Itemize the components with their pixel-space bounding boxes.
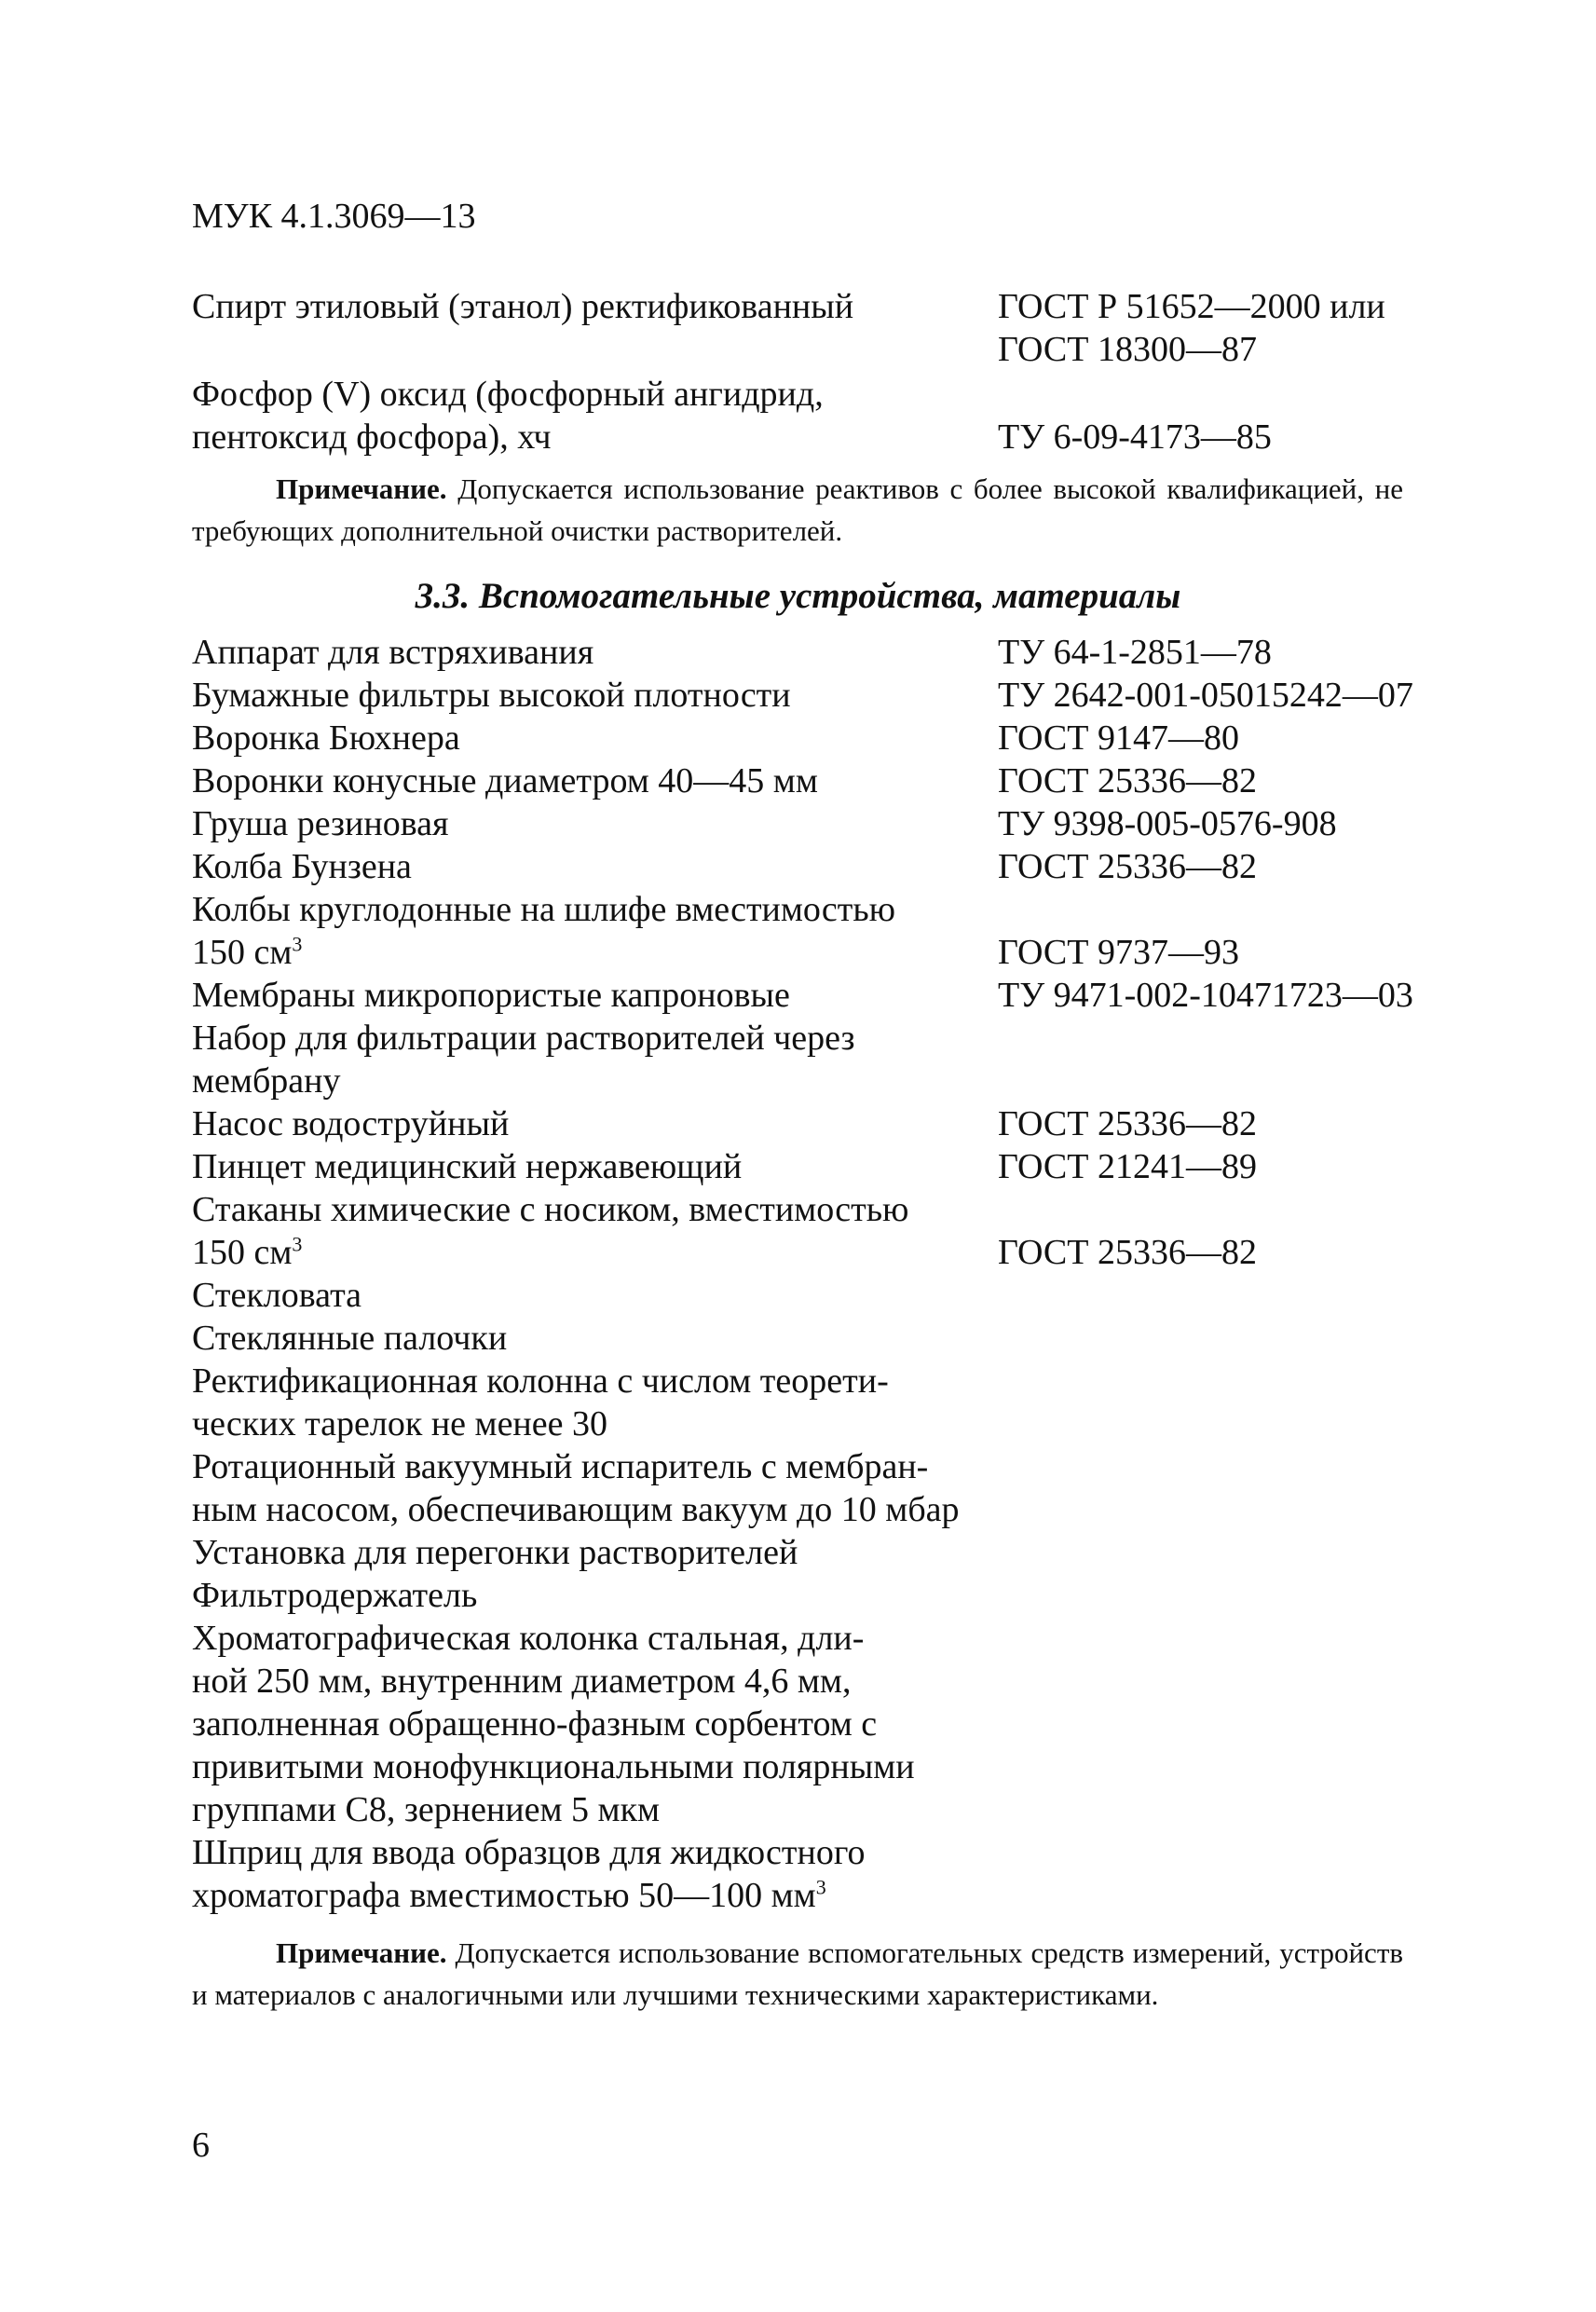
reagent-ethanol-code-1: ГОСТ Р 51652—2000 или [998,287,1385,326]
item-name: Стаканы химические с носиком, вместимостью [192,1190,909,1229]
item-code: ТУ 64-1-2851—78 [998,633,1272,672]
item-name: Груша резиновая [192,804,449,843]
item-code: ТУ 9471-002-10471723—03 [998,976,1413,1015]
item-name: Установка для перегонки растворителей [192,1533,798,1572]
item-code: ГОСТ 9737—93 [998,933,1239,972]
item-name-line2: ной 250 мм, внутренним диаметром 4,6 мм, [192,1662,852,1701]
item-name: Стекловата [192,1276,362,1315]
item-name: Ректификационная колонна с числом теорети- [192,1361,889,1401]
item-name: Бумажные фильтры высокой плотности [192,676,791,715]
note-auxiliary [192,1932,1403,2016]
item-code: ГОСТ 25336—82 [998,1104,1257,1143]
item-name-line2: ческих тарелок не менее 30 [192,1404,607,1443]
note-reagents [192,468,1403,552]
item-name: Колбы круглодонные на шлифе вместимостью [192,890,896,929]
item-code: ГОСТ 9147—80 [998,718,1239,758]
item-name-line2: мембрану [192,1061,341,1101]
item-code: ГОСТ 25336—82 [998,847,1257,886]
item-name: Колба Бунзена [192,847,412,886]
note-reagents-text: Допускается использование реактивов с более высокой квалификацией, не требующих дополнительной очистки растворителей. [192,472,1403,547]
item-name: Хроматографическая колонка стальная, дли- [192,1619,865,1658]
document-header: МУК 4.1.3069—13 [192,197,476,236]
note-reagents-label: Примечание. [276,472,447,505]
item-name: Воронки конусные диаметром 40—45 мм [192,761,818,800]
item-name: Насос водоструйный [192,1104,510,1143]
item-code: ТУ 2642-001-05015242—07 [998,676,1413,715]
note-auxiliary-label: Примечание. [276,1936,447,1969]
page-number: 6 [192,2126,210,2165]
item-code: ГОСТ 25336—82 [998,761,1257,800]
item-code: ГОСТ 21241—89 [998,1147,1257,1186]
item-name-line2: 150 $см^3$ [192,1232,303,1272]
item-name-line2: ным насосом, обеспечивающим вакуум до 10 мбар [192,1490,960,1529]
item-code: ГОСТ 25336—82 [998,1233,1257,1272]
item-name: Воронка Бюхнера [192,718,460,758]
item-name-line2: 150 $см^3$ [192,932,303,972]
reagent-ethanol-name: Спирт этиловый (этанол) ректификованный [192,287,854,326]
item-name: Аппарат для встряхивания [192,633,594,672]
item-name: Стеклянные палочки [192,1319,508,1358]
reagent-phosphorus-name-line2: пентоксид фосфора), хч [192,417,552,457]
item-name: Фильтродержатель [192,1576,478,1615]
item-name: Ротационный вакуумный испаритель с мембран- [192,1447,929,1486]
note-auxiliary-text: Допускается использование вспомогательных средств измерений, устройств и материалов с аналогичными или лучшими техническими характеристиками. [192,1936,1403,2011]
item-name-line4: привитыми монофункциональными полярными [192,1747,915,1786]
item-name: Набор для фильтрации растворителей через [192,1019,855,1058]
reagent-ethanol-code-2: ГОСТ 18300—87 [998,330,1257,369]
section-title: 3.3. Вспомогательные устройства, материалы [415,576,1181,616]
item-code: ТУ 9398-005-0576-908 [998,804,1337,843]
reagent-phosphorus-name-line1: Фосфор (V) оксид (фосфорный ангидрид, [192,375,824,414]
reagent-phosphorus-code: ТУ 6-09-4173—85 [998,417,1272,457]
item-name: Пинцет медицинский нержавеющий [192,1147,743,1186]
item-name: Шприц для ввода образцов для жидкостного [192,1833,866,1872]
item-name-line5: группами С8, зернением 5 мкм [192,1790,661,1829]
item-name-line3: заполненная обращенно-фазным сорбентом с [192,1704,878,1744]
item-name-line2: хроматографа вместимостью 50—100 $мм^3$ [192,1875,826,1915]
item-name: Мембраны микропористые капроновые [192,976,790,1015]
